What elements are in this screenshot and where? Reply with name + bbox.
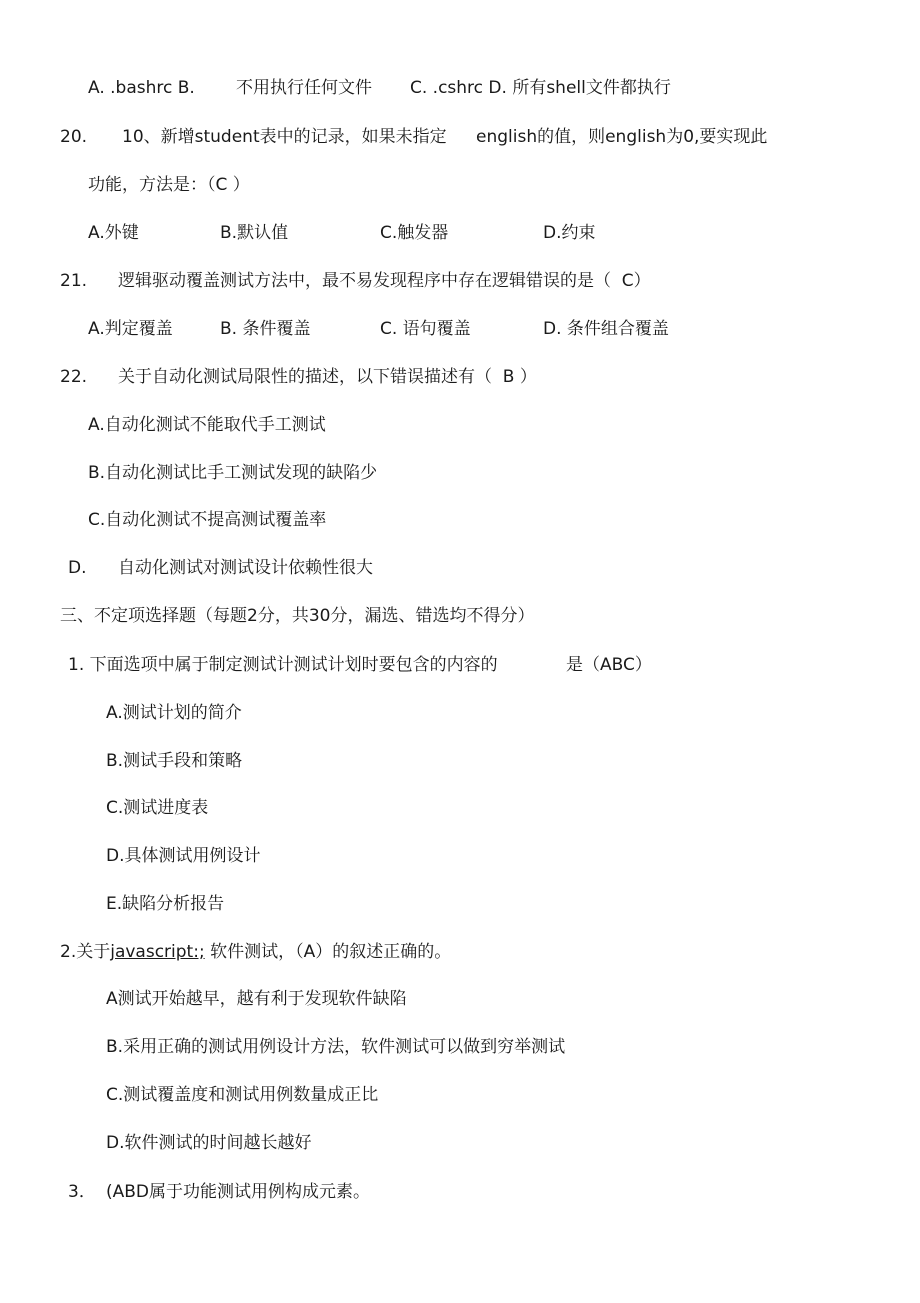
m1-text-2: 是（ABC） bbox=[566, 655, 652, 675]
q19-option-a-b: A. .bashrc B. bbox=[88, 78, 195, 98]
q20-text-3: 功能，方法是：（C ） bbox=[88, 175, 250, 195]
q20-option-b: B.默认值 bbox=[220, 223, 289, 243]
q21-option-b: B. 条件覆盖 bbox=[220, 319, 311, 339]
q20-text: 10、新增student表中的记录，如果未指定 bbox=[122, 127, 447, 147]
m2-option-a: A测试开始越早，越有利于发现软件缺陷 bbox=[106, 989, 407, 1009]
q22-option-c: C.自动化测试不提高测试覆盖率 bbox=[88, 510, 327, 530]
q21-text: 逻辑驱动覆盖测试方法中，最不易发现程序中存在逻辑错误的是（ C） bbox=[118, 271, 651, 291]
m2-suffix: 软件测试，（A）的叙述正确的。 bbox=[204, 942, 452, 962]
m2-option-b: B.采用正确的测试用例设计方法，软件测试可以做到穷举测试 bbox=[106, 1037, 566, 1057]
m3-number: 3． bbox=[68, 1182, 96, 1202]
q19-option-b-text: 不用执行任何文件 bbox=[236, 78, 372, 98]
q20-number: 20. bbox=[60, 127, 88, 147]
q22-option-d-label: D. bbox=[68, 558, 87, 578]
javascript-link[interactable]: javascript:; bbox=[110, 942, 205, 962]
q20-option-c: C.触发器 bbox=[380, 223, 449, 243]
m1-option-e: E.缺陷分析报告 bbox=[106, 894, 225, 914]
q22-option-d-text: 自动化测试对测试设计依赖性很大 bbox=[118, 558, 373, 578]
q21-option-d: D. 条件组合覆盖 bbox=[543, 319, 669, 339]
q21-option-c: C. 语句覆盖 bbox=[380, 319, 471, 339]
q21-number: 21. bbox=[60, 271, 88, 291]
q22-option-b: B.自动化测试比手工测试发现的缺陷少 bbox=[88, 463, 378, 483]
q22-option-a: A.自动化测试不能取代手工测试 bbox=[88, 415, 326, 435]
q21-option-a: A.判定覆盖 bbox=[88, 319, 173, 339]
m1-option-b: B.测试手段和策略 bbox=[106, 751, 243, 771]
m1-option-d: D.具体测试用例设计 bbox=[106, 846, 261, 866]
m1-option-c: C.测试进度表 bbox=[106, 798, 209, 818]
q20-option-a: A.外键 bbox=[88, 223, 139, 243]
m2-option-d: D.软件测试的时间越长越好 bbox=[106, 1133, 312, 1153]
q22-text: 关于自动化测试局限性的描述，以下错误描述有（ B ） bbox=[118, 367, 537, 387]
q19-option-c-d: C. .cshrc D. 所有shell文件都执行 bbox=[410, 78, 671, 98]
m1-option-a: A.测试计划的简介 bbox=[106, 703, 242, 723]
q20-option-d: D.约束 bbox=[543, 223, 596, 243]
m2-prefix: 2.关于 bbox=[60, 942, 111, 962]
m2-option-c: C.测试覆盖度和测试用例数量成正比 bbox=[106, 1085, 379, 1105]
m1-text: 1. 下面选项中属于制定测试计测试计划时要包含的内容的 bbox=[68, 655, 498, 675]
section-3-title: 三、不定项选择题（每题2分，共30分，漏选、错选均不得分） bbox=[60, 606, 535, 626]
q22-number: 22. bbox=[60, 367, 88, 387]
m3-text: (ABD属于功能测试用例构成元素。 bbox=[106, 1182, 371, 1202]
m2-question bbox=[60, 940, 451, 964]
q20-text-2: english的值，则english为0,要实现此 bbox=[476, 127, 768, 147]
